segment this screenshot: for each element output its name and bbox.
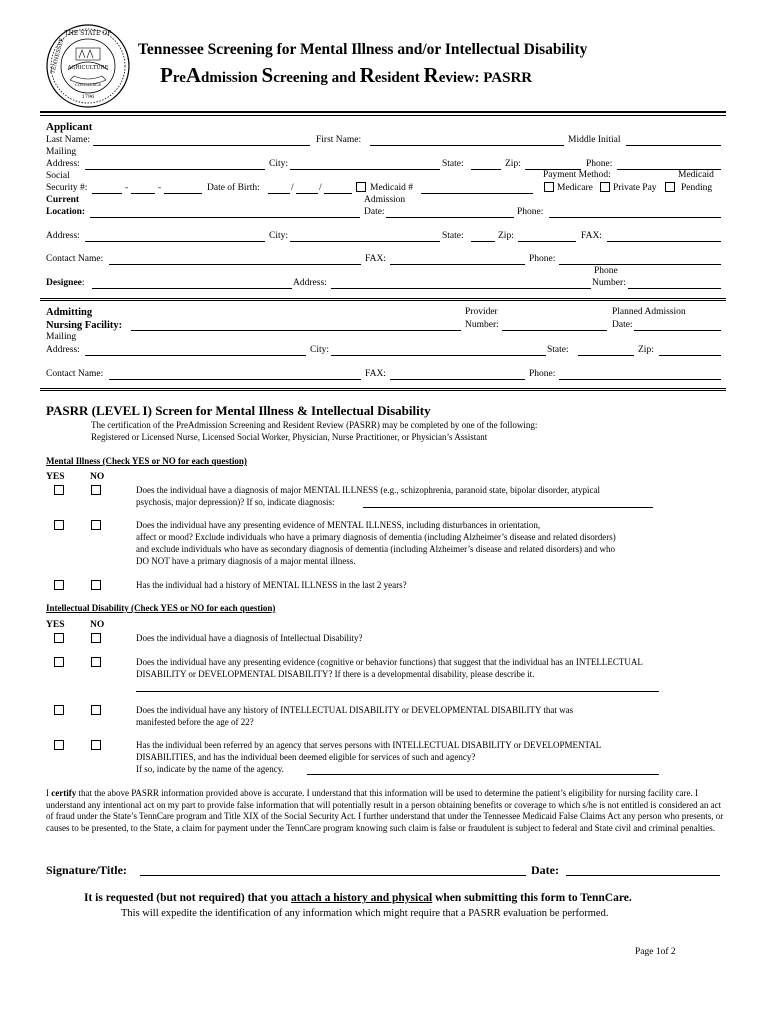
header-rule-thin xyxy=(40,115,726,116)
svg-text:AGRICULTURE: AGRICULTURE xyxy=(67,65,109,71)
id-q1-text: Does the individual have a diagnosis of Intellectual Disability? xyxy=(136,633,363,643)
dob-slash1: / xyxy=(291,183,294,193)
applicant-heading: Applicant xyxy=(46,121,93,133)
facility-zip-label: Zip: xyxy=(638,345,654,355)
medicaid-pending-checkbox[interactable] xyxy=(665,182,675,192)
admission-date-label: Date: xyxy=(364,207,385,217)
expedite-text: This will expedite the identification of any information which might require that a PASRR evaluation be performed. xyxy=(121,908,609,919)
facility-phone-field[interactable] xyxy=(559,369,721,380)
signature-label: Signature/Title: xyxy=(46,863,127,877)
medicaid-number-checkbox[interactable] xyxy=(356,182,366,192)
id-q1-no-checkbox[interactable] xyxy=(91,633,101,643)
id-q2-text-2: DISABILITY or DEVELOPMENTAL DISABILITY? If there is a developmental disability, please describe it. xyxy=(136,669,535,679)
section-rule xyxy=(40,298,726,299)
id-q1-yes-checkbox[interactable] xyxy=(54,633,64,643)
certification-statement: I certify that the above PASRR information provided above is accurate. I understand that this information will be used to determine the patient’s eligibility for nursing facility care. I understand any intentional act on my part to provide false information that will potentially result in a person obtaining benefits or coverage to which s/he is not entitled is considered an act of fraud under the State’s TennCare program and Title XIX of the Social Security Act. I further understand that under the Tennessee Medicaid False Claims Act any person who presents, or causes to be presented, to the State, a claim for payment under the TennCare program knowing such claim is false or fraudulent is subject to federal and State civil and criminal penalties. xyxy=(46,788,724,833)
zip-label: Zip: xyxy=(505,159,521,169)
designee-address-label: Address: xyxy=(293,278,327,288)
section-rule-4 xyxy=(40,390,726,391)
provider-number-label: Number: xyxy=(465,320,499,330)
location-address-field[interactable] xyxy=(85,231,265,242)
form-subtitle: PreAdmission Screening and Resident Review: PASRR xyxy=(160,63,533,87)
facility-contact-field[interactable] xyxy=(109,369,361,380)
mi-q3-yes-checkbox[interactable] xyxy=(54,580,64,590)
admission-date-field[interactable] xyxy=(386,207,514,218)
location-fax-field[interactable] xyxy=(607,231,721,242)
ssn-part3[interactable] xyxy=(164,183,202,194)
mi-q3-no-checkbox[interactable] xyxy=(91,580,101,590)
location-zip-field[interactable] xyxy=(518,231,576,242)
location-zip-label: Zip: xyxy=(498,231,514,241)
facility-fax-label: FAX: xyxy=(365,369,386,379)
svg-text:TENNESSEE: TENNESSEE xyxy=(50,37,66,75)
last-name-field[interactable] xyxy=(93,135,310,146)
facility-phone-label: Phone: xyxy=(529,369,556,379)
svg-text:THE STATE OF: THE STATE OF xyxy=(64,30,112,37)
planned-admission-label: Planned Admission xyxy=(612,307,686,317)
contact-phone-field[interactable] xyxy=(559,254,721,265)
facility-contact-label: Contact Name: xyxy=(46,369,104,379)
id-q3-text: Does the individual have any history of INTELLECTUAL DISABILITY or DEVELOPMENTAL DISABILITY that was xyxy=(136,705,574,715)
address-label: Address: xyxy=(46,159,80,169)
mi-q2-text-2: affect or mood? Exclude individuals who have a primary diagnosis of dementia (including Alzheimer’s disease and related disorders) xyxy=(136,532,616,542)
dob-month[interactable] xyxy=(268,183,290,194)
location-fax-label: FAX: xyxy=(581,231,602,241)
medicaid-label: Medicaid xyxy=(678,170,714,180)
section-rule-2 xyxy=(40,300,726,301)
location-address-label: Address: xyxy=(46,231,80,241)
facility-address-field[interactable] xyxy=(85,345,306,356)
mental-illness-heading: Mental Illness (Check YES or NO for each question) xyxy=(46,456,247,466)
first-name-field[interactable] xyxy=(370,135,564,146)
id-q4-no-checkbox[interactable] xyxy=(91,740,101,750)
history-request-text: It is requested (but not required) that you attach a history and physical when submitting this form to TennCare. xyxy=(84,892,632,904)
admission-label: Admission xyxy=(364,195,406,205)
zip-field[interactable] xyxy=(525,159,581,170)
certification-line1: The certification of the PreAdmission Screening and Resident Review (PASRR) may be completed by one of the following: xyxy=(91,420,538,430)
facility-zip-field[interactable] xyxy=(659,345,721,356)
state-field[interactable] xyxy=(471,159,501,170)
id-q3-yes-checkbox[interactable] xyxy=(54,705,64,715)
id-yes-header: YES xyxy=(46,620,65,630)
header-rule xyxy=(40,111,726,113)
medicaid-number-field[interactable] xyxy=(421,183,533,194)
ssn-dash1: - xyxy=(125,183,129,193)
contact-phone-label: Phone: xyxy=(529,254,556,264)
facility-city-field[interactable] xyxy=(331,345,546,356)
facility-city-label: City: xyxy=(310,345,330,355)
security-label: Security #: xyxy=(46,183,88,193)
location-state-label: State: xyxy=(442,231,464,241)
payment-method-label: Payment Method: xyxy=(543,170,611,180)
mi-q2-text: Does the individual have any presenting evidence of MENTAL ILLNESS, including disturbances in orientation, xyxy=(136,520,541,530)
location-phone-field[interactable] xyxy=(549,207,721,218)
id-no-header: NO xyxy=(90,620,105,630)
city-label: City: xyxy=(269,159,289,169)
designee-number-field[interactable] xyxy=(628,278,721,289)
current-location-field[interactable] xyxy=(90,207,360,218)
id-q4-text-3: If so, indicate by the name of the agency. xyxy=(136,764,284,774)
section-rule-3 xyxy=(40,388,726,389)
pending-label: Pending xyxy=(681,183,713,193)
ssn-part2[interactable] xyxy=(131,183,155,194)
id-q2-yes-checkbox[interactable] xyxy=(54,657,64,667)
dob-year[interactable] xyxy=(324,183,352,194)
designee-field[interactable] xyxy=(92,278,292,289)
contact-fax-label: FAX: xyxy=(365,254,386,264)
phone-field[interactable] xyxy=(617,159,721,170)
admitting-label: Admitting xyxy=(46,307,93,318)
id-q3-no-checkbox[interactable] xyxy=(91,705,101,715)
level1-heading: PASRR (LEVEL I) Screen for Mental Illness & Intellectual Disability xyxy=(46,403,431,418)
ssn-dash2: - xyxy=(158,183,162,193)
contact-name-label: Contact Name: xyxy=(46,254,104,264)
designee-number-label: Number: xyxy=(592,278,626,288)
city-field[interactable] xyxy=(290,159,440,170)
tennessee-state-seal xyxy=(46,24,130,108)
id-q3-text-2: manifested before the age of 22? xyxy=(136,717,254,727)
agency-name-field[interactable] xyxy=(307,764,659,775)
mi-yes-header: YES xyxy=(46,472,65,482)
mi-q2-yes-checkbox[interactable] xyxy=(54,520,64,530)
id-q4-text-2: DISABILITIES, and has the individual been deemed eligible for services of such and agency? xyxy=(136,752,476,762)
mi-q2-no-checkbox[interactable] xyxy=(91,520,101,530)
form-title: Tennessee Screening for Mental Illness and/or Intellectual Disability xyxy=(138,41,588,58)
signature-field[interactable] xyxy=(140,863,526,876)
mi-q1-text-2: psychosis, major depression)? If so, indicate diagnosis: xyxy=(136,497,335,507)
private-pay-label: Private Pay xyxy=(613,183,657,193)
id-description-field[interactable] xyxy=(136,681,659,692)
location-city-label: City: xyxy=(269,231,289,241)
first-name-label: First Name: xyxy=(316,135,362,145)
last-name-label: Last Name: xyxy=(46,135,91,145)
facility-mailing-label: Mailing xyxy=(46,332,77,342)
location-label: Location: xyxy=(46,207,86,217)
mi-q1-text: Does the individual have a diagnosis of major MENTAL ILLNESS (e.g., schizophrenia, paranoid state, bipolar disorder, atypical xyxy=(136,485,600,495)
medicare-checkbox[interactable] xyxy=(544,182,554,192)
signature-date-label: Date: xyxy=(531,863,559,877)
id-q4-yes-checkbox[interactable] xyxy=(54,740,64,750)
designee-address-field[interactable] xyxy=(331,278,591,289)
nursing-facility-field[interactable] xyxy=(131,320,461,331)
mi-q1-no-checkbox[interactable] xyxy=(91,485,101,495)
contact-name-field[interactable] xyxy=(109,254,361,265)
intellectual-disability-heading: Intellectual Disability (Check YES or NO for each question) xyxy=(46,603,276,613)
medicare-label: Medicare xyxy=(557,183,593,193)
dob-day[interactable] xyxy=(296,183,318,194)
facility-state-field[interactable] xyxy=(578,345,634,356)
phone-label: Phone: xyxy=(586,159,613,169)
mi-no-header: NO xyxy=(90,472,105,482)
designee-label: Designee: xyxy=(46,278,85,288)
svg-text:1796: 1796 xyxy=(81,94,95,100)
location-phone-label: Phone: xyxy=(517,207,544,217)
facility-state-label: State: xyxy=(547,345,569,355)
middle-initial-field[interactable] xyxy=(626,135,721,146)
provider-number-field[interactable] xyxy=(502,320,607,331)
id-q2-no-checkbox[interactable] xyxy=(91,657,101,667)
mi-q3-text: Has the individual had a history of MENTAL ILLNESS in the last 2 years? xyxy=(136,580,407,590)
svg-text:COMMERCE: COMMERCE xyxy=(74,82,102,87)
facility-address-label: Address: xyxy=(46,345,80,355)
page-number: Page 1of 2 xyxy=(635,947,676,957)
nursing-facility-label: Nursing Facility: xyxy=(46,320,123,331)
social-label: Social xyxy=(46,171,70,181)
address-field[interactable] xyxy=(85,159,265,170)
id-q4-text: Has the individual been referred by an agency that serves persons with INTELLECTUAL DISABILITY or DEVELOPMENTAL xyxy=(136,740,602,750)
mi-q2-text-3: and exclude individuals who have as secondary diagnosis of dementia (including Alzheimer’s disease and related disorders) and who xyxy=(136,544,615,554)
location-city-field[interactable] xyxy=(290,231,440,242)
planned-date-label: Date: xyxy=(612,320,633,330)
ssn-part1[interactable] xyxy=(92,183,122,194)
dob-slash2: / xyxy=(319,183,322,193)
certification-line2: Registered or Licensed Nurse, Licensed Social Worker, Physician, Nurse Practitioner, or Physician’s Assistant xyxy=(91,432,488,442)
state-label: State: xyxy=(442,159,464,169)
current-label: Current xyxy=(46,195,80,205)
medicaid-number-label: Medicaid # xyxy=(370,183,414,193)
mi-q1-yes-checkbox[interactable] xyxy=(54,485,64,495)
facility-fax-field[interactable] xyxy=(390,369,525,380)
middle-initial-label: Middle Initial xyxy=(568,135,621,145)
private-pay-checkbox[interactable] xyxy=(600,182,610,192)
id-q2-text: Does the individual have any presenting evidence (cognitive or behavior functions) that suggest that the individual has an INTELLECTUAL xyxy=(136,657,643,667)
designee-phone-label: Phone xyxy=(594,266,618,276)
mailing-label: Mailing xyxy=(46,147,77,157)
location-state-field[interactable] xyxy=(471,231,495,242)
dob-label: Date of Birth: xyxy=(207,183,260,193)
contact-fax-field[interactable] xyxy=(390,254,525,265)
mi-diagnosis-field[interactable] xyxy=(363,497,653,508)
signature-date-field[interactable] xyxy=(566,863,720,876)
provider-label: Provider xyxy=(465,307,498,317)
mi-q2-text-4: DO NOT have a primary diagnosis of a major mental illness. xyxy=(136,556,356,566)
planned-date-field[interactable] xyxy=(634,320,721,331)
